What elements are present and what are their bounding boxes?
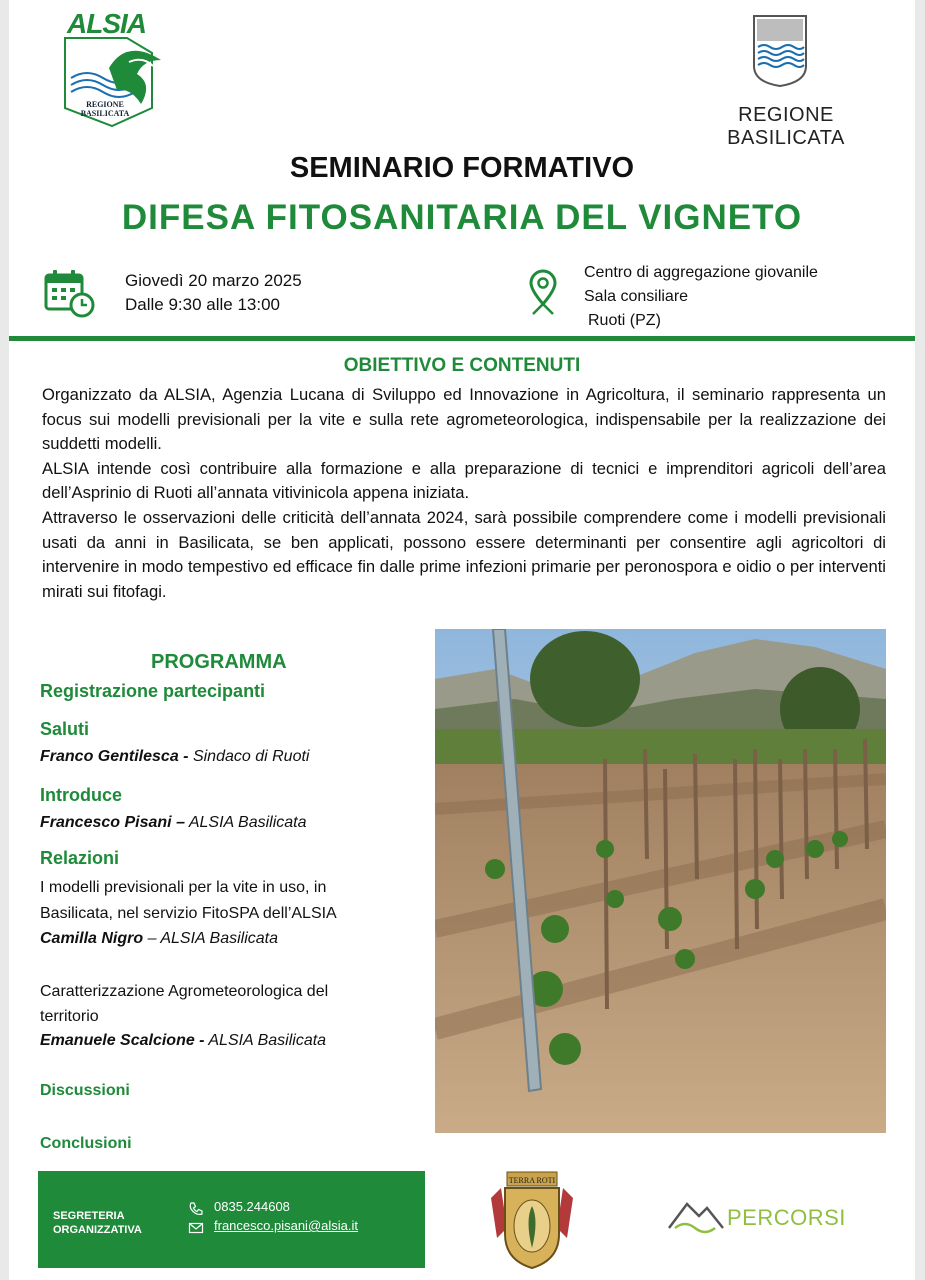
- ruoti-crest-icon: [489, 1168, 575, 1272]
- main-title: DIFESA FITOSANITARIA DEL VIGNETO: [121, 198, 803, 237]
- contact-label-line: SEGRETERIA: [53, 1210, 125, 1222]
- crest-text: TERRA ROTI: [508, 1176, 556, 1185]
- program-talk-speaker: [40, 927, 278, 951]
- region-crest-icon: [750, 14, 810, 88]
- speaker-name: Emanuele Scalcione -: [40, 1032, 205, 1049]
- program-talk-speaker: [40, 1029, 326, 1053]
- program-talk-title: Basilicata, nel servizio FitoSPA dell’ALSIA: [40, 905, 337, 922]
- speaker-role: ALSIA Basilicata: [184, 814, 307, 831]
- event-venue: [584, 261, 818, 333]
- speaker-name: Francesco Pisani –: [40, 814, 185, 831]
- speaker-name: Franco Gentilesca -: [40, 748, 189, 765]
- contact-box: [38, 1171, 425, 1268]
- objective-title: OBIETTIVO E CONTENUTI: [343, 355, 581, 376]
- program-intro-speaker: [40, 811, 307, 835]
- program-registration: Registrazione partecipanti: [40, 681, 266, 701]
- venue-line: Ruoti (PZ): [588, 312, 661, 329]
- section-divider: [9, 336, 915, 341]
- contact-phone[interactable]: 0835.244608: [214, 1199, 290, 1214]
- event-datetime: [125, 269, 302, 317]
- speaker-role: – ALSIA Basilicata: [143, 930, 279, 947]
- program-intro-heading: Introduce: [40, 785, 123, 805]
- flyer-page: [9, 0, 915, 1280]
- objective-paragraph: Attraverso le osservazioni delle criticità dell’annata 2024, sarà possibile comprendere come i modelli previsionali usati da anni in Basilicata, se ben applicati, possono essere determinanti per consentire agli agricoltori di intervenire in modo tempestivo ed efficace fin dalle prime infezioni primarie per peronospora e oidio o per interventi mirati sui fitofagi.: [42, 507, 886, 601]
- contact-label-line: ORGANIZZATIVA: [53, 1224, 142, 1236]
- speaker-role: ALSIA Basilicata: [204, 1032, 327, 1049]
- phone-icon: [188, 1201, 204, 1217]
- alsia-logo: [57, 8, 167, 128]
- objective-paragraph: Organizzato da ALSIA, Agenzia Lucana di Sviluppo ed Innovazione in Agricoltura, il seminario rappresenta un focus sui modelli previsionali per la vite e sulla rete agrometeorologica, indispensabile per la realizzazione dei suddetti modelli.: [42, 385, 886, 454]
- program-talk-title: I modelli previsionali per la vite in uso, in: [40, 879, 327, 896]
- location-pin-icon: [527, 268, 559, 318]
- objective-paragraph: ALSIA intende così contribuire alla formazione e alla preparazione di tecnici e imprenditori agricoli dell’area dell’Asprinio di Ruoti all’annata vitivinicola appena iniziata.: [42, 458, 886, 503]
- program-saluti-speaker: [40, 745, 309, 769]
- alsia-logo-text: ALSIA: [67, 8, 146, 39]
- email-icon: [188, 1220, 204, 1236]
- vineyard-photo: [435, 629, 886, 1133]
- percorsi-text: PERCORSI: [727, 1205, 846, 1230]
- program-saluti-heading: Saluti: [40, 719, 90, 739]
- contact-label: [53, 1209, 142, 1237]
- venue-line: Sala consiliare: [584, 288, 689, 305]
- alsia-logo-subtext: REGIONE BASILICATA: [80, 100, 130, 118]
- program-talk-title: territorio: [40, 1008, 99, 1025]
- calendar-clock-icon: [43, 268, 95, 318]
- contact-email-link[interactable]: francesco.pisani@alsia.it: [214, 1218, 358, 1233]
- program-talk-title: Caratterizzazione Agrometeorologica del: [40, 983, 329, 1000]
- region-name: REGIONE BASILICATA: [727, 104, 845, 149]
- program-title: PROGRAMMA: [151, 651, 287, 673]
- speaker-role: Sindaco di Ruoti: [188, 748, 310, 765]
- program-relazioni-heading: Relazioni: [40, 848, 120, 868]
- speaker-name: Camilla Nigro: [40, 930, 144, 947]
- seminar-title: SEMINARIO FORMATIVO: [289, 152, 635, 184]
- objective-body: [42, 383, 886, 604]
- program-conclusion: Conclusioni: [40, 1135, 132, 1152]
- program-discussion: Discussioni: [40, 1082, 130, 1099]
- mountain-logo-icon: [665, 1196, 727, 1236]
- event-time: Dalle 9:30 alle 13:00: [125, 295, 281, 314]
- venue-line: Centro di aggregazione giovanile: [584, 264, 818, 281]
- event-date: Giovedì 20 marzo 2025: [125, 271, 302, 290]
- percorsi-logo: [665, 1196, 865, 1236]
